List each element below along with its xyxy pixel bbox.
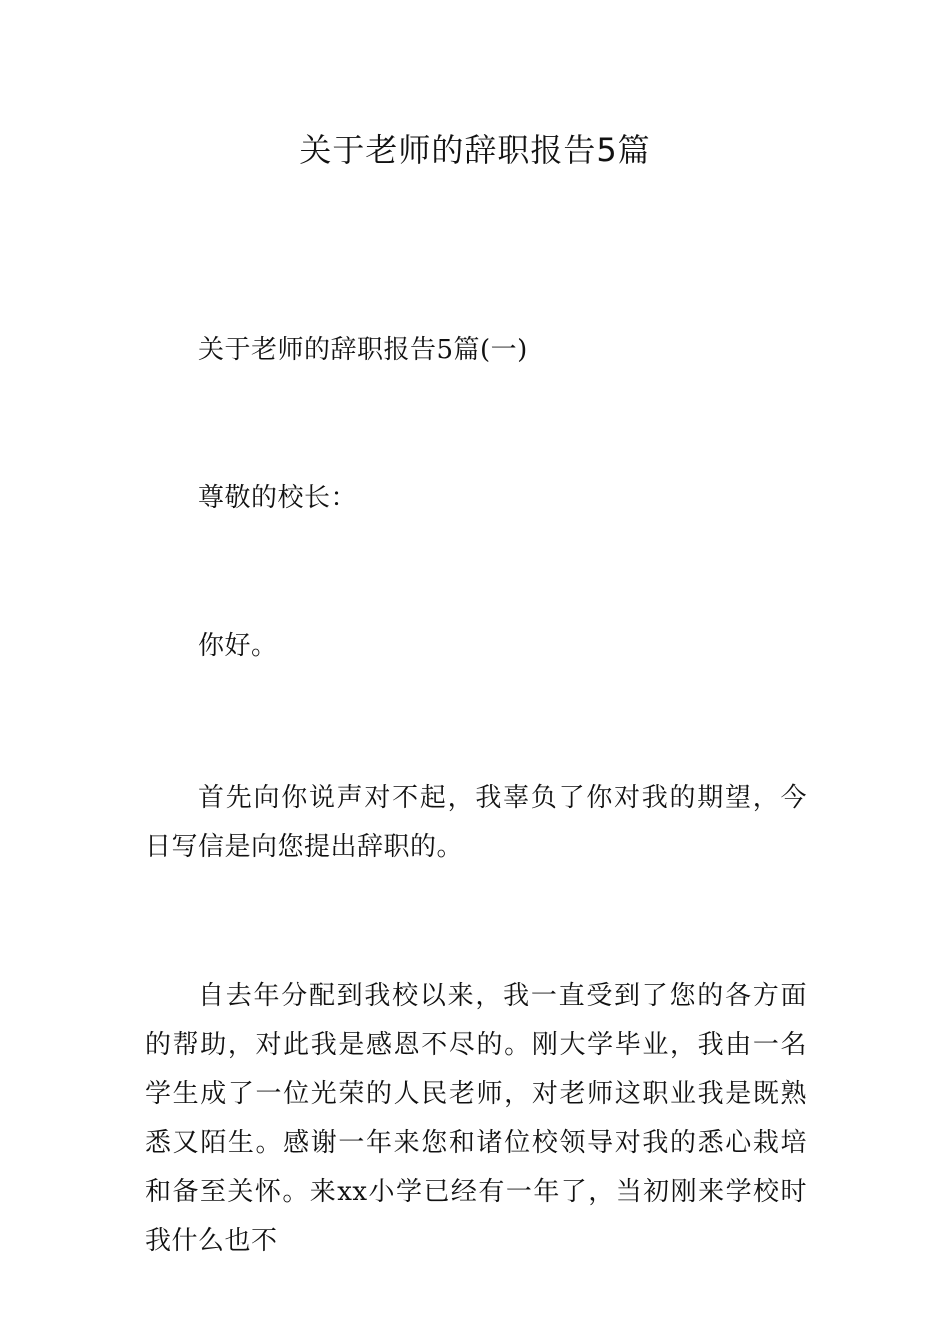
greeting-paragraph: 你好。 xyxy=(198,631,278,661)
body-paragraph: 首先向你说声对不起，我辜负了你对我的期望，今日写信是向您提出辞职的。 xyxy=(145,783,807,862)
document-title: 关于老师的辞职报告5篇 xyxy=(299,131,651,169)
body-paragraph: 自去年分配到我校以来，我一直受到了您的各方面的帮助，对此我是感恩不尽的。刚大学毕业，我由一名学生成了一位光荣的人民老师，对老师这职业我是既熟悉又陌生。感谢一年来您和诸位校领导对我的悉心栽培和备至关怀。来xx小学已经有一年了，当初刚来学校时我什么也不 xyxy=(145,981,807,1256)
section-heading: 关于老师的辞职报告5篇(一) xyxy=(198,335,528,365)
salutation-paragraph: 尊敬的校长： xyxy=(198,483,358,513)
